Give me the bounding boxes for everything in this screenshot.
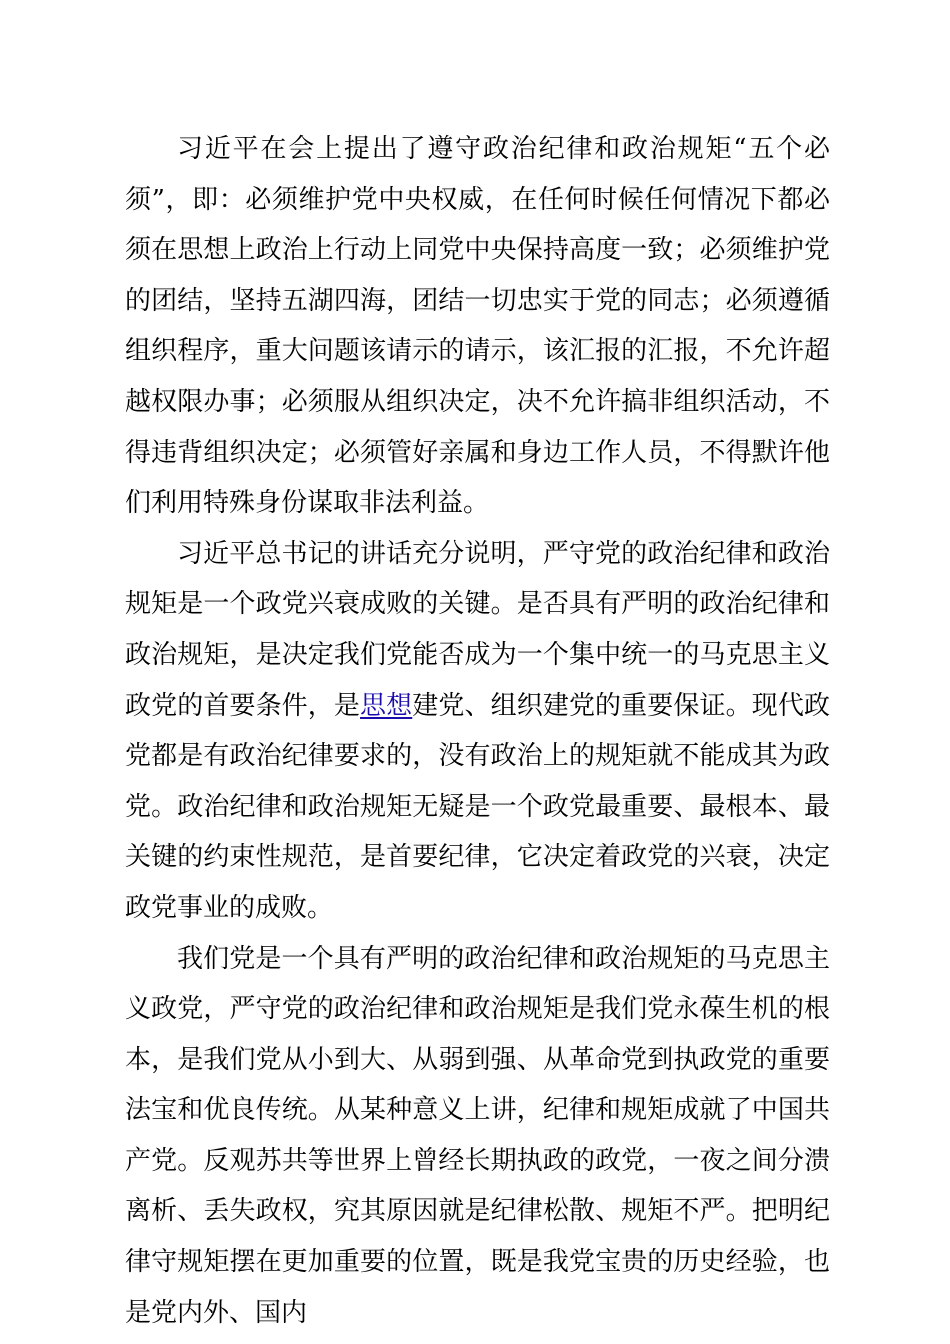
document-body bbox=[125, 124, 830, 1338]
paragraph-2-text-before-link: 习近平总书记的讲话充分说明，严守党的政治纪律和政治规矩是一个政党兴衰成败的关键。是否具有严明的政治纪律和政治规矩，是决定我们党能否成为一个集中统一的马克思主义政党的首要条件，是 bbox=[125, 538, 830, 721]
paragraph-1: 习近平在会上提出了遵守政治纪律和政治规矩“五个必须”，即：必须维护党中央权威，在任何时候任何情况下都必须在思想上政治上行动上同党中央保持高度一致；必须维护党的团结，坚持五湖四海，团结一切忠实于党的同志；必须遵循组织程序，重大问题该请示的请示，该汇报的汇报，不允许超越权限办事；必须服从组织决定，决不允许搞非组织活动，不得违背组织决定；必须管好亲属和身边工作人员，不得默许他们利用特殊身份谋取非法利益。 bbox=[125, 134, 830, 519]
paragraph-3: 我们党是一个具有严明的政治纪律和政治规矩的马克思主义政党，严守党的政治纪律和政治规矩是我们党永葆生机的根本，是我们党从小到大、从弱到强、从革命党到执政党的重要法宝和优良传统。从某种意义上讲，纪律和规矩成就了中国共产党。反观苏共等世界上曾经长期执政的政党，一夜之间分溃离析、丢失政权，究其原因就是纪律松散、规矩不严。把明纪律守规矩摆在更加重要的位置，既是我党宝贵的历史经验，也是党内外、国内 bbox=[125, 943, 830, 1328]
sixiang-link[interactable]: 思想 bbox=[360, 690, 413, 721]
paragraph-2-text-after-link: 建党、组织建党的重要保证。现代政党都是有政治纪律要求的，没有政治上的规矩就不能成其为政党。政治纪律和政治规矩无疑是一个政党最重要、最根本、最关键的约束性规范，是首要纪律，它决定着政党的兴衰，决定政党事业的成败。 bbox=[125, 690, 830, 923]
paragraph-2 bbox=[125, 529, 830, 934]
